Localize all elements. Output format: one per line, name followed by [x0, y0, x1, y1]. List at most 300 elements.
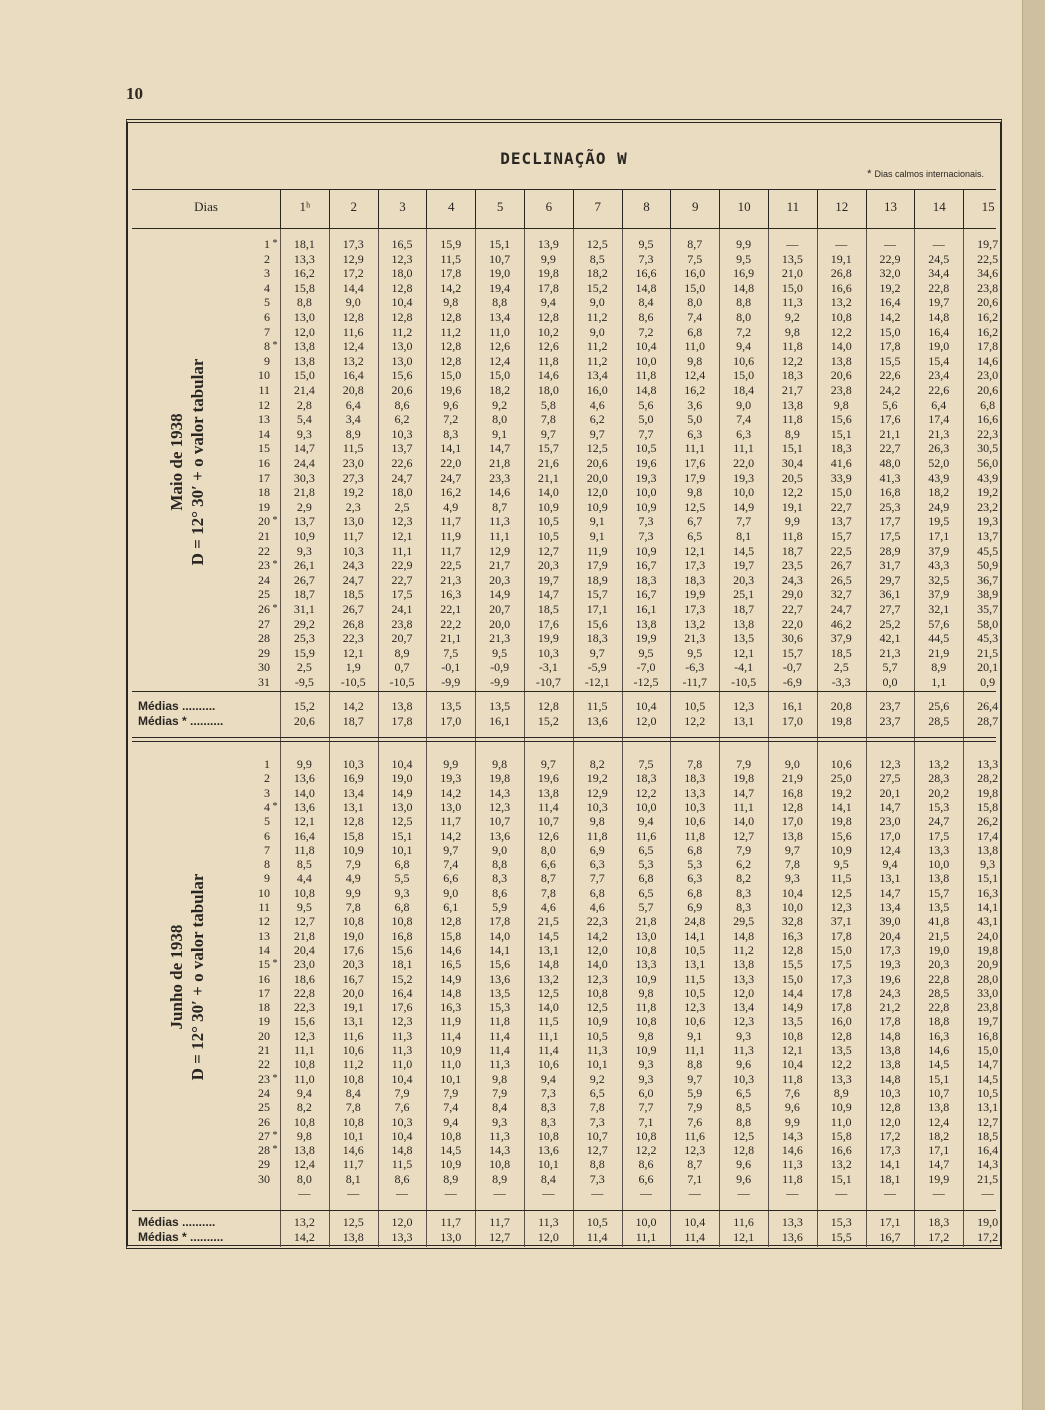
medias-value: 13,6 — [781, 1230, 803, 1244]
value-cell: 13,4 — [733, 1000, 755, 1015]
table-row — [132, 485, 999, 500]
value-cell: 11,5 — [684, 971, 706, 986]
value-cell: 19,8 — [977, 942, 999, 957]
value-cell: 9,4 — [296, 1085, 312, 1100]
value-cell: -0,7 — [782, 660, 802, 675]
value-cell: 18,3 — [830, 441, 852, 456]
value-cell: 11,8 — [586, 828, 608, 843]
table-row — [132, 914, 999, 929]
value-cell: 17,8 — [977, 339, 999, 354]
value-cell: 2,5 — [394, 499, 410, 514]
value-cell: 11,3 — [391, 1043, 413, 1057]
value-cell: 5,8 — [540, 397, 556, 412]
value-cell: 15,6 — [391, 368, 413, 383]
day-number: 19 — [258, 499, 270, 514]
value-cell: 19,8 — [489, 771, 511, 786]
value-cell: 19,2 — [342, 485, 364, 500]
value-cell: 11,2 — [391, 324, 413, 339]
value-cell: 10,8 — [391, 914, 413, 929]
value-cell: 17,5 — [879, 529, 901, 543]
medias-calm-row — [132, 714, 999, 729]
value-cell: 14,3 — [489, 1143, 511, 1158]
value-cell: 45,5 — [977, 543, 999, 558]
table-row — [132, 1157, 999, 1172]
value-cell: 14,5 — [440, 1143, 462, 1158]
day-number: 20 — [258, 1028, 270, 1043]
value-cell: 19,3 — [977, 514, 999, 529]
value-cell: 7,2 — [638, 324, 654, 339]
value-cell: 18,2 — [928, 1128, 950, 1143]
value-cell: 12,0 — [586, 485, 608, 500]
value-cell: 13,8 — [781, 828, 803, 843]
table-row — [132, 645, 999, 661]
value-cell: 19,9 — [635, 631, 657, 646]
value-cell: 20,8 — [342, 383, 364, 397]
value-cell: 20,0 — [586, 470, 608, 485]
value-cell: -4,1 — [734, 660, 754, 675]
value-cell: 11,5 — [538, 1014, 559, 1029]
medias-value: 15,5 — [830, 1230, 852, 1244]
value-cell: 15,6 — [293, 1014, 315, 1029]
value-cell: 9,2 — [589, 1071, 605, 1086]
value-cell: 10,9 — [635, 499, 657, 514]
medias-value: 12,0 — [635, 714, 657, 728]
junho-medias-block — [132, 1215, 999, 1247]
value-cell: 12,2 — [781, 485, 803, 500]
value-cell: 9,2 — [492, 397, 508, 412]
calm-day-star-icon: * — [272, 800, 278, 812]
value-cell: 41,6 — [830, 456, 852, 470]
value-cell: 13,0 — [391, 799, 413, 814]
value-cell: 14,8 — [879, 1028, 901, 1043]
value-cell: 9,8 — [833, 397, 849, 412]
value-cell: 4,9 — [345, 871, 361, 886]
value-cell: 9,0 — [589, 295, 605, 310]
value-cell: 30,6 — [781, 631, 803, 646]
value-cell: 14,8 — [733, 928, 755, 943]
value-cell: 7,8 — [589, 1100, 605, 1115]
value-cell: 24,3 — [781, 572, 803, 587]
calm-day-star-icon: * — [272, 515, 278, 527]
value-cell: 13,6 — [537, 1143, 559, 1158]
value-cell: 8,3 — [736, 885, 752, 900]
value-cell: 23,4 — [928, 368, 950, 383]
table-row — [132, 814, 999, 829]
value-cell: -12,1 — [584, 675, 610, 689]
value-cell: 14,3 — [977, 1157, 999, 1172]
day-number: 19 — [258, 1014, 270, 1029]
value-cell: 10,9 — [440, 1157, 462, 1172]
value-cell: 7,9 — [394, 1085, 410, 1100]
value-cell: 12,4 — [293, 1157, 315, 1172]
value-cell: 10,1 — [537, 1157, 559, 1172]
value-cell: 12,5 — [537, 985, 559, 1000]
value-cell: 21,9 — [781, 771, 803, 786]
value-cell: 11,3 — [782, 1157, 803, 1172]
value-cell: 16,5 — [440, 957, 462, 972]
column-header-row — [132, 189, 996, 229]
value-cell: — — [347, 1186, 360, 1200]
table-row — [132, 572, 999, 588]
value-cell: 12,8 — [391, 280, 413, 295]
value-cell: 18,3 — [586, 631, 608, 646]
day-number: 5 — [264, 295, 270, 310]
value-cell: 8,7 — [492, 499, 508, 514]
value-cell: 12,1 — [293, 814, 315, 829]
value-cell: 10,5 — [537, 514, 559, 529]
value-cell: 9,1 — [589, 514, 605, 529]
value-cell: 16,6 — [635, 266, 657, 281]
value-cell: 16,7 — [635, 558, 657, 573]
value-cell: 17,6 — [391, 1000, 413, 1015]
book-spine — [1022, 0, 1045, 1410]
value-cell: 10,8 — [635, 942, 657, 957]
value-cell: 10,0 — [635, 485, 657, 500]
value-cell: 28,2 — [977, 771, 999, 786]
medias-value: 16,1 — [489, 714, 511, 728]
value-cell: 13,0 — [342, 514, 364, 529]
value-cell: 10,7 — [489, 814, 511, 829]
day-number: 16 — [258, 971, 270, 986]
value-cell: 8,7 — [687, 1157, 703, 1172]
value-cell: 14,7 — [879, 885, 901, 900]
value-cell: -7,0 — [636, 660, 656, 675]
value-cell: 5,5 — [394, 871, 410, 886]
value-cell: 13,3 — [928, 842, 950, 857]
value-cell: 14,8 — [635, 383, 657, 397]
value-cell: 7,8 — [345, 1100, 361, 1115]
value-cell: 0,0 — [882, 675, 898, 689]
day-number: 13 — [258, 928, 270, 943]
value-cell: -9,9 — [441, 675, 461, 689]
value-cell: 11,8 — [782, 412, 803, 427]
value-cell: 20,1 — [977, 660, 999, 675]
value-cell: 9,1 — [687, 1028, 703, 1043]
value-cell: 14,1 — [440, 441, 462, 456]
value-cell: 7,8 — [345, 900, 361, 914]
value-cell: 12,6 — [489, 339, 511, 354]
header-dias: Dias — [194, 199, 218, 214]
day-number: 21 — [258, 529, 270, 543]
value-cell: 9,3 — [638, 1057, 654, 1072]
value-cell: 20,7 — [391, 631, 413, 646]
value-cell: 12,5 — [684, 499, 706, 514]
value-cell: 19,1 — [781, 499, 803, 514]
value-cell: 13,7 — [830, 514, 852, 529]
value-cell: 58,0 — [977, 616, 999, 631]
value-cell: 9,5 — [638, 645, 654, 660]
day-number: 14 — [258, 942, 270, 957]
value-cell: 7,9 — [736, 757, 752, 771]
day-number: 28 — [258, 1143, 270, 1158]
value-cell: 24,7 — [928, 814, 950, 829]
medias-value: 16,7 — [879, 1230, 901, 1244]
value-cell: 10,6 — [537, 1057, 559, 1072]
value-cell: 17,2 — [342, 266, 364, 281]
medias-value: 14,2 — [342, 699, 364, 713]
table-row — [132, 237, 999, 252]
value-cell: 13,8 — [928, 871, 950, 886]
value-cell: 17,5 — [928, 828, 950, 843]
value-cell: 14,9 — [391, 785, 413, 800]
value-cell: 20,6 — [977, 383, 999, 397]
value-cell: 17,9 — [586, 558, 608, 573]
value-cell: 11,1 — [733, 441, 754, 456]
value-cell: 16,4 — [977, 1143, 999, 1158]
value-cell: 21,5 — [977, 1171, 999, 1186]
value-cell: 8,7 — [687, 237, 703, 251]
value-cell: 9,5 — [736, 251, 752, 266]
value-cell: 19,6 — [537, 771, 559, 786]
value-cell: 24,1 — [391, 602, 413, 616]
value-cell: 11,5 — [391, 1157, 413, 1172]
value-cell: 7,6 — [394, 1100, 410, 1115]
value-cell: 14,2 — [586, 928, 608, 943]
value-cell: 18,3 — [684, 572, 706, 587]
value-cell: 15,7 — [928, 885, 950, 900]
value-cell: 2,9 — [296, 499, 312, 514]
value-cell: 20,3 — [342, 957, 364, 972]
value-cell: 18,5 — [830, 645, 852, 660]
day-number: 22 — [258, 1057, 270, 1072]
value-cell: 19,6 — [879, 971, 901, 986]
value-cell: 29,5 — [733, 914, 755, 929]
table-row — [132, 1057, 999, 1072]
value-cell: 16,4 — [928, 324, 950, 339]
value-cell: 23,8 — [977, 280, 999, 295]
value-cell: 9,9 — [784, 514, 800, 529]
value-cell: 10,3 — [537, 645, 559, 660]
header-hour-1: 1ʰ — [280, 190, 329, 228]
value-cell: 16,6 — [830, 1143, 852, 1158]
value-cell: 12,3 — [293, 1028, 315, 1043]
table-row — [132, 1114, 999, 1129]
value-cell: 10,6 — [830, 757, 852, 771]
value-cell: 11,8 — [782, 1071, 803, 1086]
value-cell: 11,8 — [635, 368, 657, 383]
header-hour-2: 2 — [329, 190, 378, 228]
value-cell: — — [542, 1186, 555, 1200]
value-cell: 27,3 — [342, 470, 364, 485]
value-cell: 11,1 — [489, 529, 510, 543]
value-cell: 17,0 — [879, 828, 901, 843]
value-cell: 17,5 — [830, 957, 852, 972]
value-cell: 4,9 — [443, 499, 459, 514]
day-number: 20 — [258, 514, 270, 529]
value-cell: 21,5 — [977, 645, 999, 660]
value-cell: 5,6 — [638, 397, 654, 412]
header-hour-8: 8 — [622, 190, 671, 228]
value-cell: 13,8 — [781, 397, 803, 412]
value-cell: 14,7 — [733, 785, 755, 800]
value-cell: 10,2 — [537, 324, 559, 339]
value-cell: 14,4 — [342, 280, 364, 295]
value-cell: — — [688, 1186, 701, 1200]
value-cell: 6,9 — [589, 842, 605, 857]
value-cell: 7,6 — [687, 1114, 703, 1129]
value-cell: 9,6 — [736, 1171, 752, 1186]
value-cell: 11,7 — [440, 814, 462, 829]
value-cell: 13,7 — [293, 514, 315, 529]
value-cell: 9,3 — [492, 1114, 508, 1129]
value-cell: 15,0 — [733, 368, 755, 383]
value-cell: 15,9 — [293, 645, 315, 660]
value-cell: 6,3 — [687, 426, 703, 441]
day-number: 23 — [258, 1071, 270, 1086]
table-row — [132, 426, 999, 442]
value-cell: 23,0 — [342, 456, 364, 470]
day-number: 4 — [264, 280, 270, 295]
value-cell: 18,1 — [879, 1171, 901, 1186]
value-cell: 13,1 — [879, 871, 901, 886]
value-cell: -0,9 — [490, 660, 510, 675]
value-cell: 7,1 — [638, 1114, 654, 1129]
value-cell: 13,0 — [440, 799, 462, 814]
value-cell: 21,7 — [781, 383, 803, 397]
medias-value: 11,4 — [586, 1230, 608, 1244]
value-cell: 19,9 — [537, 631, 559, 646]
value-cell: 18,8 — [928, 1014, 950, 1029]
value-cell: 12,7 — [586, 1143, 608, 1158]
day-number: 24 — [258, 572, 270, 587]
value-cell: 13,6 — [489, 971, 511, 986]
value-cell: 21,8 — [489, 456, 511, 470]
value-cell: 9,0 — [443, 885, 459, 900]
value-cell: 9,8 — [296, 1128, 312, 1143]
value-cell: 12,1 — [391, 529, 413, 543]
value-cell: 32,1 — [928, 602, 950, 616]
value-cell: 12,1 — [342, 645, 364, 660]
value-cell: 4,4 — [296, 871, 312, 886]
value-cell: 12,2 — [635, 1143, 657, 1158]
value-cell: 32,5 — [928, 572, 950, 587]
value-cell: 10,6 — [684, 1014, 706, 1029]
value-cell: 14,9 — [781, 1000, 803, 1015]
value-cell: 10,8 — [586, 985, 608, 1000]
value-cell: 11,4 — [489, 1028, 510, 1043]
value-cell: 9,0 — [589, 324, 605, 339]
value-cell: 17,8 — [830, 928, 852, 943]
value-cell: 14,9 — [440, 971, 462, 986]
value-cell: 24,7 — [342, 572, 364, 587]
value-cell: 11,0 — [489, 324, 510, 339]
value-cell: 13,0 — [391, 353, 413, 368]
calm-day-star-icon: * — [272, 1072, 278, 1084]
value-cell: 27,7 — [879, 602, 901, 616]
value-cell: 19,3 — [733, 470, 755, 485]
value-cell: 13,8 — [293, 353, 315, 368]
value-cell: 11,3 — [782, 295, 803, 310]
value-cell: 13,3 — [830, 1071, 852, 1086]
value-cell: 9,7 — [589, 645, 605, 660]
value-cell: 13,8 — [635, 616, 657, 631]
table-row — [132, 1171, 999, 1186]
value-cell: 8,6 — [492, 885, 508, 900]
value-cell: 8,9 — [931, 660, 947, 675]
medias-value: 12,2 — [684, 714, 706, 728]
value-cell: 13,1 — [342, 1014, 364, 1029]
value-cell: 26,3 — [928, 441, 950, 456]
calm-days-note-text: Dias calmos internacionais. — [874, 169, 984, 179]
value-cell: 12,3 — [391, 514, 413, 529]
value-cell: 15,7 — [537, 441, 559, 456]
day-number: 11 — [258, 383, 270, 397]
value-cell: 20,3 — [928, 957, 950, 972]
value-cell: 37,9 — [928, 543, 950, 558]
value-cell: 14,6 — [977, 353, 999, 368]
value-cell: 6,6 — [443, 871, 459, 886]
value-cell: 14,8 — [733, 280, 755, 295]
value-cell: — — [786, 237, 799, 251]
medias-value: 10,4 — [635, 699, 657, 713]
value-cell: 13,2 — [342, 353, 364, 368]
value-cell: 8,8 — [589, 1157, 605, 1172]
value-cell: 34,4 — [928, 266, 950, 281]
value-cell: 15,3 — [928, 799, 950, 814]
day-number: 7 — [264, 324, 270, 339]
value-cell: 11,7 — [440, 543, 462, 558]
value-cell: 13,5 — [781, 1014, 803, 1029]
value-cell: 6,0 — [638, 1085, 654, 1100]
value-cell: 8,8 — [736, 295, 752, 310]
value-cell: 10,8 — [635, 1128, 657, 1143]
value-cell: 15,1 — [977, 871, 999, 886]
value-cell: 24,8 — [684, 914, 706, 929]
value-cell: 12,3 — [733, 1014, 755, 1029]
value-cell: 31,7 — [879, 558, 901, 573]
junho-block — [132, 749, 999, 1204]
medias-value: 13,5 — [489, 699, 511, 713]
value-cell: 18,2 — [489, 383, 511, 397]
value-cell: 10,1 — [440, 1071, 462, 1086]
table-row — [132, 295, 999, 310]
value-cell: 12,0 — [733, 985, 755, 1000]
value-cell: 11,3 — [586, 1043, 608, 1057]
value-cell: 9,8 — [492, 1071, 508, 1086]
value-cell: 10,1 — [342, 1128, 364, 1143]
value-cell: 14,6 — [489, 485, 511, 500]
value-cell: 7,9 — [345, 857, 361, 872]
calm-day-star-icon: * — [272, 340, 278, 352]
table-row — [132, 529, 999, 544]
value-cell: 50,9 — [977, 558, 999, 573]
value-cell: 24,3 — [342, 558, 364, 573]
value-cell: 4,6 — [589, 397, 605, 412]
day-number: 10 — [258, 368, 270, 383]
value-cell: 17,4 — [928, 412, 950, 427]
table-row — [132, 1085, 999, 1100]
maio-medias-block — [132, 699, 999, 733]
value-cell: 16,0 — [684, 266, 706, 281]
value-cell: 2,5 — [296, 660, 312, 675]
value-cell: 26,8 — [342, 616, 364, 631]
value-cell: 13,8 — [977, 842, 999, 857]
value-cell: 52,0 — [928, 456, 950, 470]
value-cell: 7,8 — [540, 412, 556, 427]
value-cell: 22,5 — [440, 558, 462, 573]
value-cell: 8,8 — [296, 295, 312, 310]
value-cell: 11,3 — [489, 1128, 510, 1143]
value-cell: 6,2 — [589, 412, 605, 427]
value-cell: 10,1 — [391, 842, 413, 857]
value-cell: 38,9 — [977, 587, 999, 602]
value-cell: 15,8 — [440, 928, 462, 943]
value-cell: 4,6 — [589, 900, 605, 914]
value-cell: 14,5 — [977, 1071, 999, 1086]
value-cell: 7,4 — [736, 412, 752, 427]
table-row — [132, 971, 999, 986]
value-cell: 11,8 — [782, 339, 803, 354]
